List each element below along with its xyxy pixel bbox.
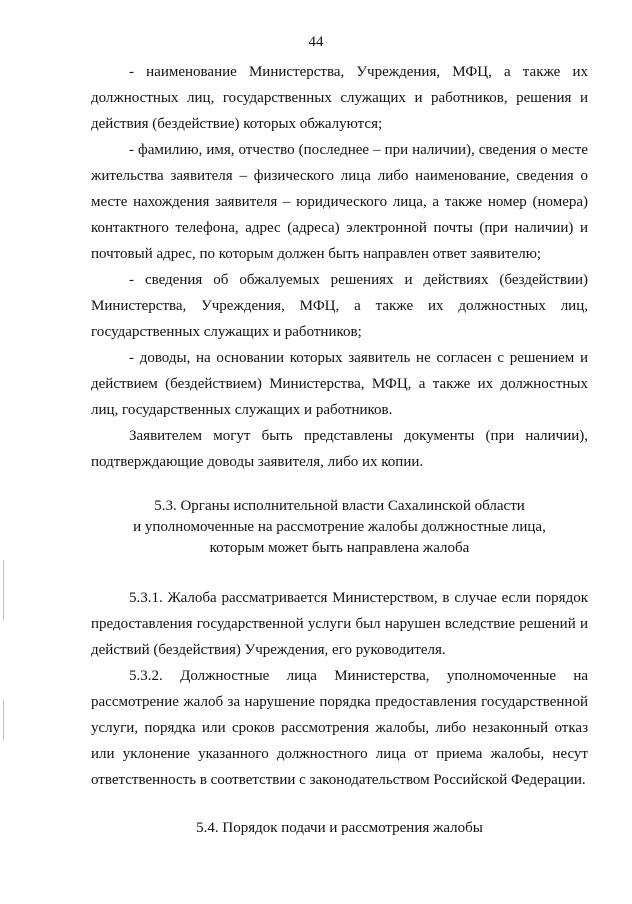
- list-item-applicant-details: - фамилию, имя, отчество (последнее – при наличии), сведения о месте жительства заявителя – физического лица либо наименование, сведения о месте нахождения заявителя – юридического лица, а также номер (номера) контактного телефона, адрес (адреса) электронной почты (при наличии) и почтовый адрес, по которым должен быть направлен ответ заявителю;: [91, 142, 588, 262]
- section-heading-5-3: [91, 496, 588, 559]
- page-number: 44: [308, 34, 324, 50]
- section-heading-5-3-line-1: 5.3. Органы исполнительной власти Сахалинской области: [154, 498, 525, 514]
- section-heading-5-3-line-3: которым может быть направлена жалоба: [209, 540, 470, 556]
- supporting-documents-paragraph: Заявителем могут быть представлены документы (при наличии), подтверждающие доводы заявителя, либо их копии.: [91, 428, 588, 470]
- list-item-arguments: - доводы, на основании которых заявитель не согласен с решением и действием (бездействием) Министерства, МФЦ, а также их должностных лиц, государственных служащих и работников.: [91, 350, 588, 418]
- list-item-appealed-decisions: - сведения об обжалуемых решениях и действиях (бездействии) Министерства, Учреждения, МФЦ, а также их должностных лиц, государственных служащих и работников;: [91, 272, 588, 340]
- section-heading-5-4-text: 5.4. Порядок подачи и рассмотрения жалобы: [196, 820, 483, 836]
- list-item-authority-name: - наименование Министерства, Учреждения, МФЦ, а также их должностных лиц, государственных служащих и работников, решения и действия (бездействие) которых обжалуются;: [91, 64, 588, 132]
- section-heading-5-3-line-2: и уполномоченные на рассмотрение жалобы должностные лица,: [133, 519, 546, 535]
- section-heading-5-4: [91, 818, 588, 839]
- section-5-3-body: [91, 585, 588, 793]
- paragraph-5-3-2: 5.3.2. Должностные лица Министерства, уполномоченные на рассмотрение жалоб за нарушение порядка предоставления государственной услуги, порядка или сроков рассмотрения жалобы, либо незаконный отказ или уклонение указанного должностного лица от приема жалобы, несут ответственность в соответствии с законодательством Российской Федерации.: [91, 668, 588, 788]
- scan-edge-mark: [3, 560, 4, 620]
- scan-edge-mark: [3, 700, 4, 740]
- complaint-content-list: [91, 59, 588, 475]
- paragraph-5-3-1: 5.3.1. Жалоба рассматривается Министерством, в случае если порядок предоставления государственной услуги был нарушен вследствие решений и действий (бездействия) Учреждения, его руководителя.: [91, 590, 588, 658]
